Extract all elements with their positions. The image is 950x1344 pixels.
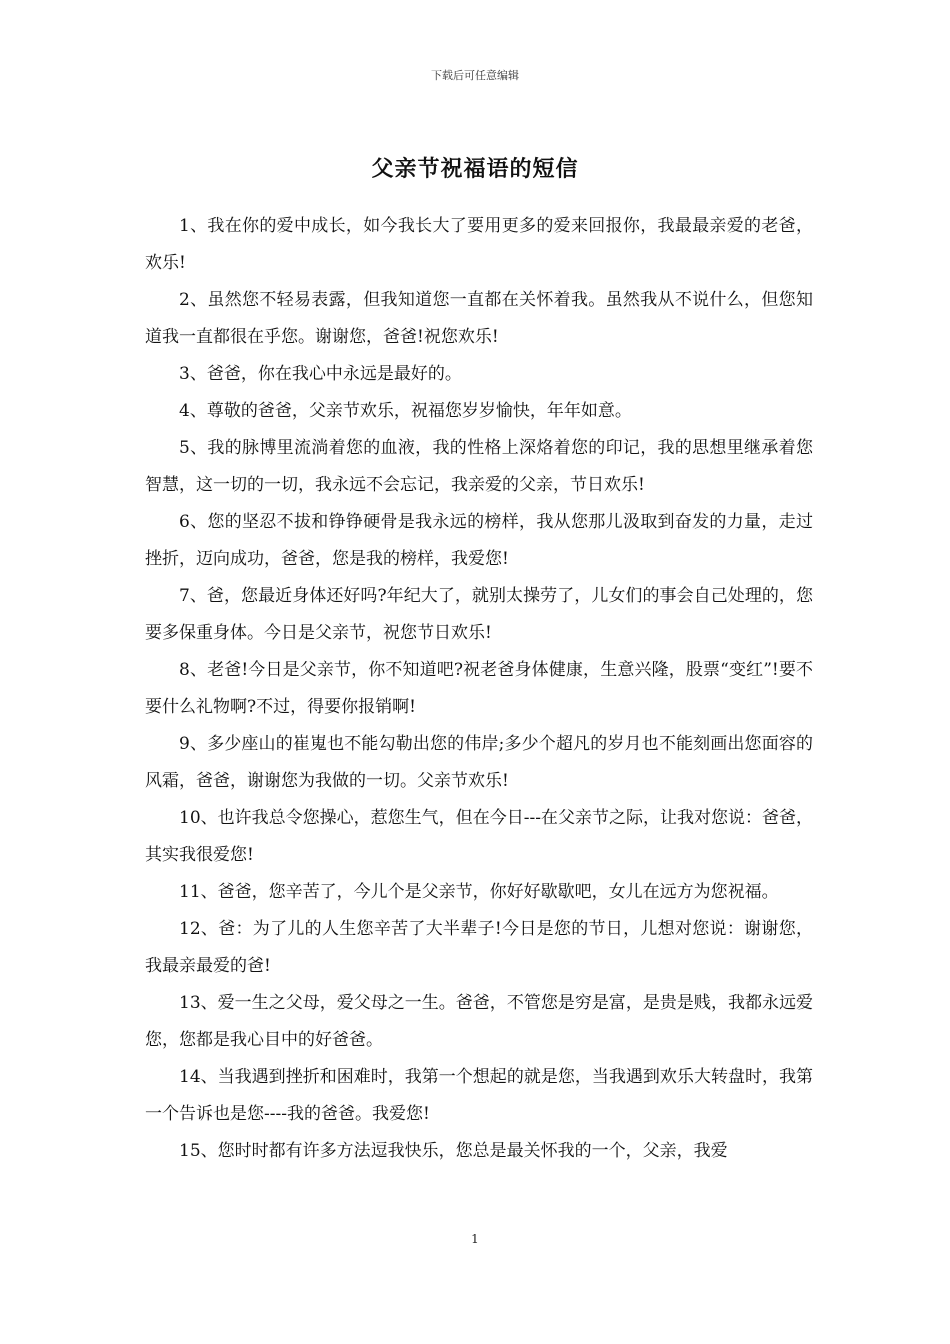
paragraph: 12、爸：为了儿的人生您辛苦了大半辈子!今日是您的节日，儿想对您说：谢谢您，我最亲最爱的爸! [145,919,813,976]
paragraph: 15、您时时都有许多方法逗我快乐，您总是最关怀我的一个，父亲，我爱 [179,1141,728,1161]
paragraph: 2、虽然您不轻易表露，但我知道您一直都在关怀着我。虽然我从不说什么，但您知道我一直都很在乎您。谢谢您，爸爸!祝您欢乐! [145,290,813,347]
paragraph: 1、我在你的爱中成长，如今我长大了要用更多的爱来回报你，我最最亲爱的老爸，欢乐! [145,216,813,273]
paragraph: 7、爸，您最近身体还好吗?年纪大了，就别太操劳了，儿女们的事会自己处理的，您要多保重身体。今日是父亲节，祝您节日欢乐! [145,586,813,643]
paragraph: 10、也许我总令您操心，惹您生气，但在今日---在父亲节之际，让我对您说：爸爸，其实我很爱您! [145,808,813,865]
document-body [145,208,813,1170]
paragraph: 5、我的脉博里流淌着您的血液，我的性格上深烙着您的印记，我的思想里继承着您智慧，这一切的一切，我永远不会忘记，我亲爱的父亲，节日欢乐! [145,438,813,495]
paragraph: 3、爸爸，你在我心中永远是最好的。 [179,364,462,384]
paragraph: 11、爸爸，您辛苦了，今儿个是父亲节，你好好歇歇吧，女儿在远方为您祝福。 [179,882,779,902]
paragraph: 14、当我遇到挫折和困难时，我第一个想起的就是您，当我遇到欢乐大转盘时，我第一个告诉也是您----我的爸爸。我爱您! [145,1067,813,1124]
page-header: 下载后可任意编辑 [431,69,519,82]
paragraph: 4、尊敬的爸爸，父亲节欢乐，祝福您岁岁愉快，年年如意。 [179,401,632,421]
paragraph: 8、老爸!今日是父亲节，你不知道吧?祝老爸身体健康，生意兴隆，股票“变红”!要不要什么礼物啊?不过，得要你报销啊! [145,660,813,717]
paragraph: 13、爱一生之父母，爱父母之一生。爸爸，不管您是穷是富，是贵是贱，我都永远爱您，您都是我心目中的好爸爸。 [145,993,813,1050]
paragraph: 6、您的坚忍不拔和铮铮硬骨是我永远的榜样，我从您那儿汲取到奋发的力量，走过挫折，迈向成功，爸爸，您是我的榜样，我爱您! [145,512,813,569]
paragraph: 9、多少座山的崔嵬也不能勾勒出您的伟岸;多少个超凡的岁月也不能刻画出您面容的风霜，爸爸，谢谢您为我做的一切。父亲节欢乐! [145,734,813,791]
document-title: 父亲节祝福语的短信 [371,156,579,182]
page-number: 1 [471,1232,479,1246]
